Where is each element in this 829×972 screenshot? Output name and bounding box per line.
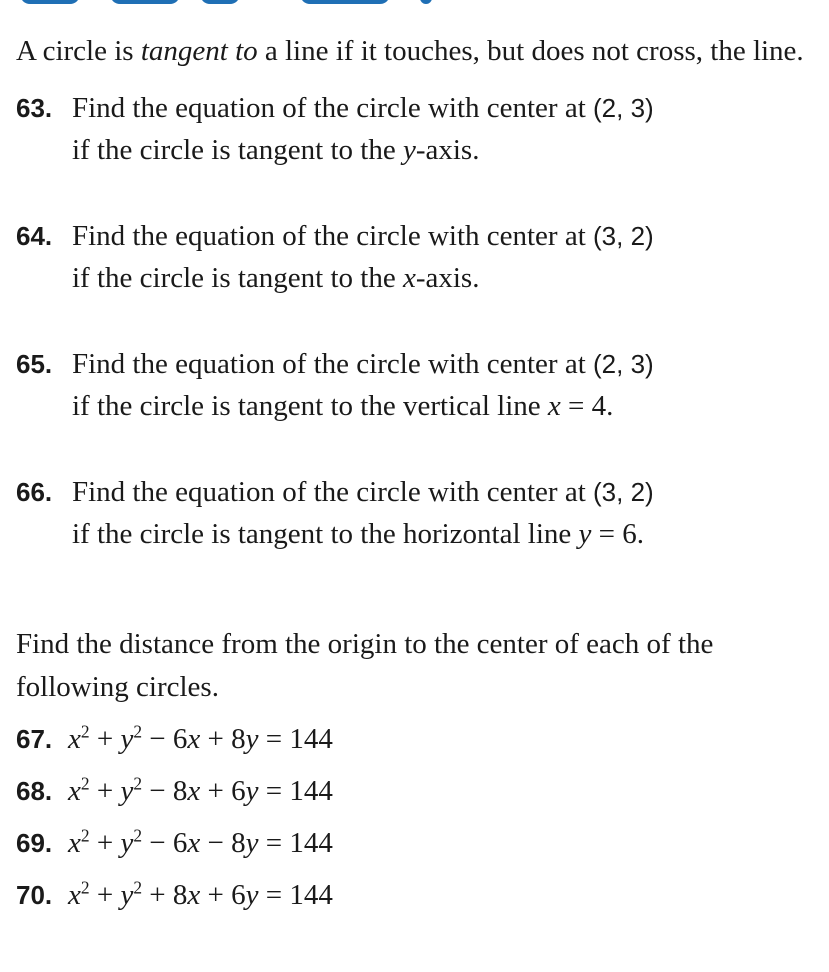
problem-text: Find the equation of the circle with center at	[72, 92, 594, 124]
eq-var: x	[187, 827, 201, 859]
eq-var: y	[245, 723, 259, 755]
intro-text: A circle is	[16, 35, 141, 67]
eq-exponent: 2	[80, 877, 90, 898]
eq-var: y	[120, 775, 134, 807]
problem-center: (2, 3)	[593, 93, 654, 123]
eq-var: x	[187, 723, 201, 755]
eq-var: x	[68, 827, 81, 859]
problem-item	[16, 87, 816, 171]
eq-term: − 8	[200, 827, 246, 859]
problem-center: (2, 3)	[593, 349, 654, 379]
eq-exponent: 2	[80, 825, 90, 846]
page-content	[16, 30, 816, 921]
problem-center: (3, 2)	[593, 221, 654, 251]
eq-var: x	[68, 879, 81, 911]
problem-number: 63.	[16, 93, 53, 123]
problem-number: 65.	[16, 349, 53, 379]
eq-term: + 8	[142, 879, 188, 911]
problem-text: if the circle is tangent to the	[72, 134, 403, 166]
problem-variable: x	[547, 390, 561, 422]
eq-var: x	[187, 879, 201, 911]
heading-glyph	[110, 0, 180, 4]
eq-rhs: = 144	[258, 775, 333, 807]
eq-op: +	[89, 879, 121, 911]
equation-item	[16, 869, 816, 921]
intro-text: a line if it touches, but does not cross, the line.	[257, 35, 804, 67]
eq-var: x	[187, 775, 201, 807]
problem-text: = 4.	[560, 390, 614, 422]
eq-exponent: 2	[133, 773, 143, 794]
problem-variable: x	[402, 262, 416, 294]
eq-var: y	[120, 879, 134, 911]
equation-item	[16, 765, 816, 817]
equation-number: 69.	[16, 828, 53, 858]
eq-term: − 6	[142, 723, 188, 755]
eq-var: y	[245, 879, 259, 911]
problem-text: if the circle is tangent to the horizontal line	[72, 518, 579, 550]
problem-text: Find the equation of the circle with center at	[72, 348, 594, 380]
heading-glyph	[200, 0, 240, 4]
eq-term: + 6	[200, 879, 246, 911]
equation-number: 70.	[16, 880, 53, 910]
problem-text: if the circle is tangent to the vertical line	[72, 390, 548, 422]
eq-term: − 8	[142, 775, 188, 807]
equation-number: 68.	[16, 776, 53, 806]
problem-number: 66.	[16, 477, 53, 507]
eq-var: y	[245, 775, 259, 807]
problem-list	[16, 87, 816, 555]
eq-var: x	[68, 723, 81, 755]
eq-var: y	[245, 827, 259, 859]
tangent-definition	[16, 30, 816, 73]
intro-emphasis: tangent to	[140, 35, 258, 67]
equation-number: 67.	[16, 724, 53, 754]
heading-fragment	[0, 0, 829, 4]
eq-exponent: 2	[133, 721, 143, 742]
eq-rhs: = 144	[258, 723, 333, 755]
eq-exponent: 2	[133, 877, 143, 898]
equation-item	[16, 713, 816, 765]
problem-text: Find the equation of the circle with center at	[72, 220, 594, 252]
eq-term: + 8	[200, 723, 246, 755]
distance-instructions: Find the distance from the origin to the center of each of the following circles.	[16, 628, 714, 703]
heading-glyph	[20, 0, 80, 4]
equation-item	[16, 817, 816, 869]
eq-rhs: = 144	[258, 879, 333, 911]
problem-item	[16, 343, 816, 427]
eq-rhs: = 144	[258, 827, 333, 859]
problem-variable: y	[578, 518, 592, 550]
problem-number: 64.	[16, 221, 53, 251]
eq-op: +	[89, 723, 121, 755]
problem-item	[16, 471, 816, 555]
eq-op: +	[89, 827, 121, 859]
eq-term: − 6	[142, 827, 188, 859]
eq-var: y	[120, 827, 134, 859]
problem-item	[16, 215, 816, 299]
problem-text: Find the equation of the circle with center at	[72, 476, 594, 508]
eq-exponent: 2	[80, 721, 90, 742]
eq-exponent: 2	[80, 773, 90, 794]
problem-center: (3, 2)	[593, 477, 654, 507]
heading-glyph	[420, 0, 432, 4]
problem-text: -axis.	[415, 134, 480, 166]
equation-list	[16, 713, 816, 921]
problem-text: = 6.	[591, 518, 645, 550]
heading-glyph	[300, 0, 390, 4]
eq-var: x	[68, 775, 81, 807]
problem-text: if the circle is tangent to the	[72, 262, 403, 294]
eq-exponent: 2	[133, 825, 143, 846]
eq-term: + 6	[200, 775, 246, 807]
problem-text: -axis.	[415, 262, 480, 294]
problem-variable: y	[402, 134, 416, 166]
eq-var: y	[120, 723, 134, 755]
eq-op: +	[89, 775, 121, 807]
